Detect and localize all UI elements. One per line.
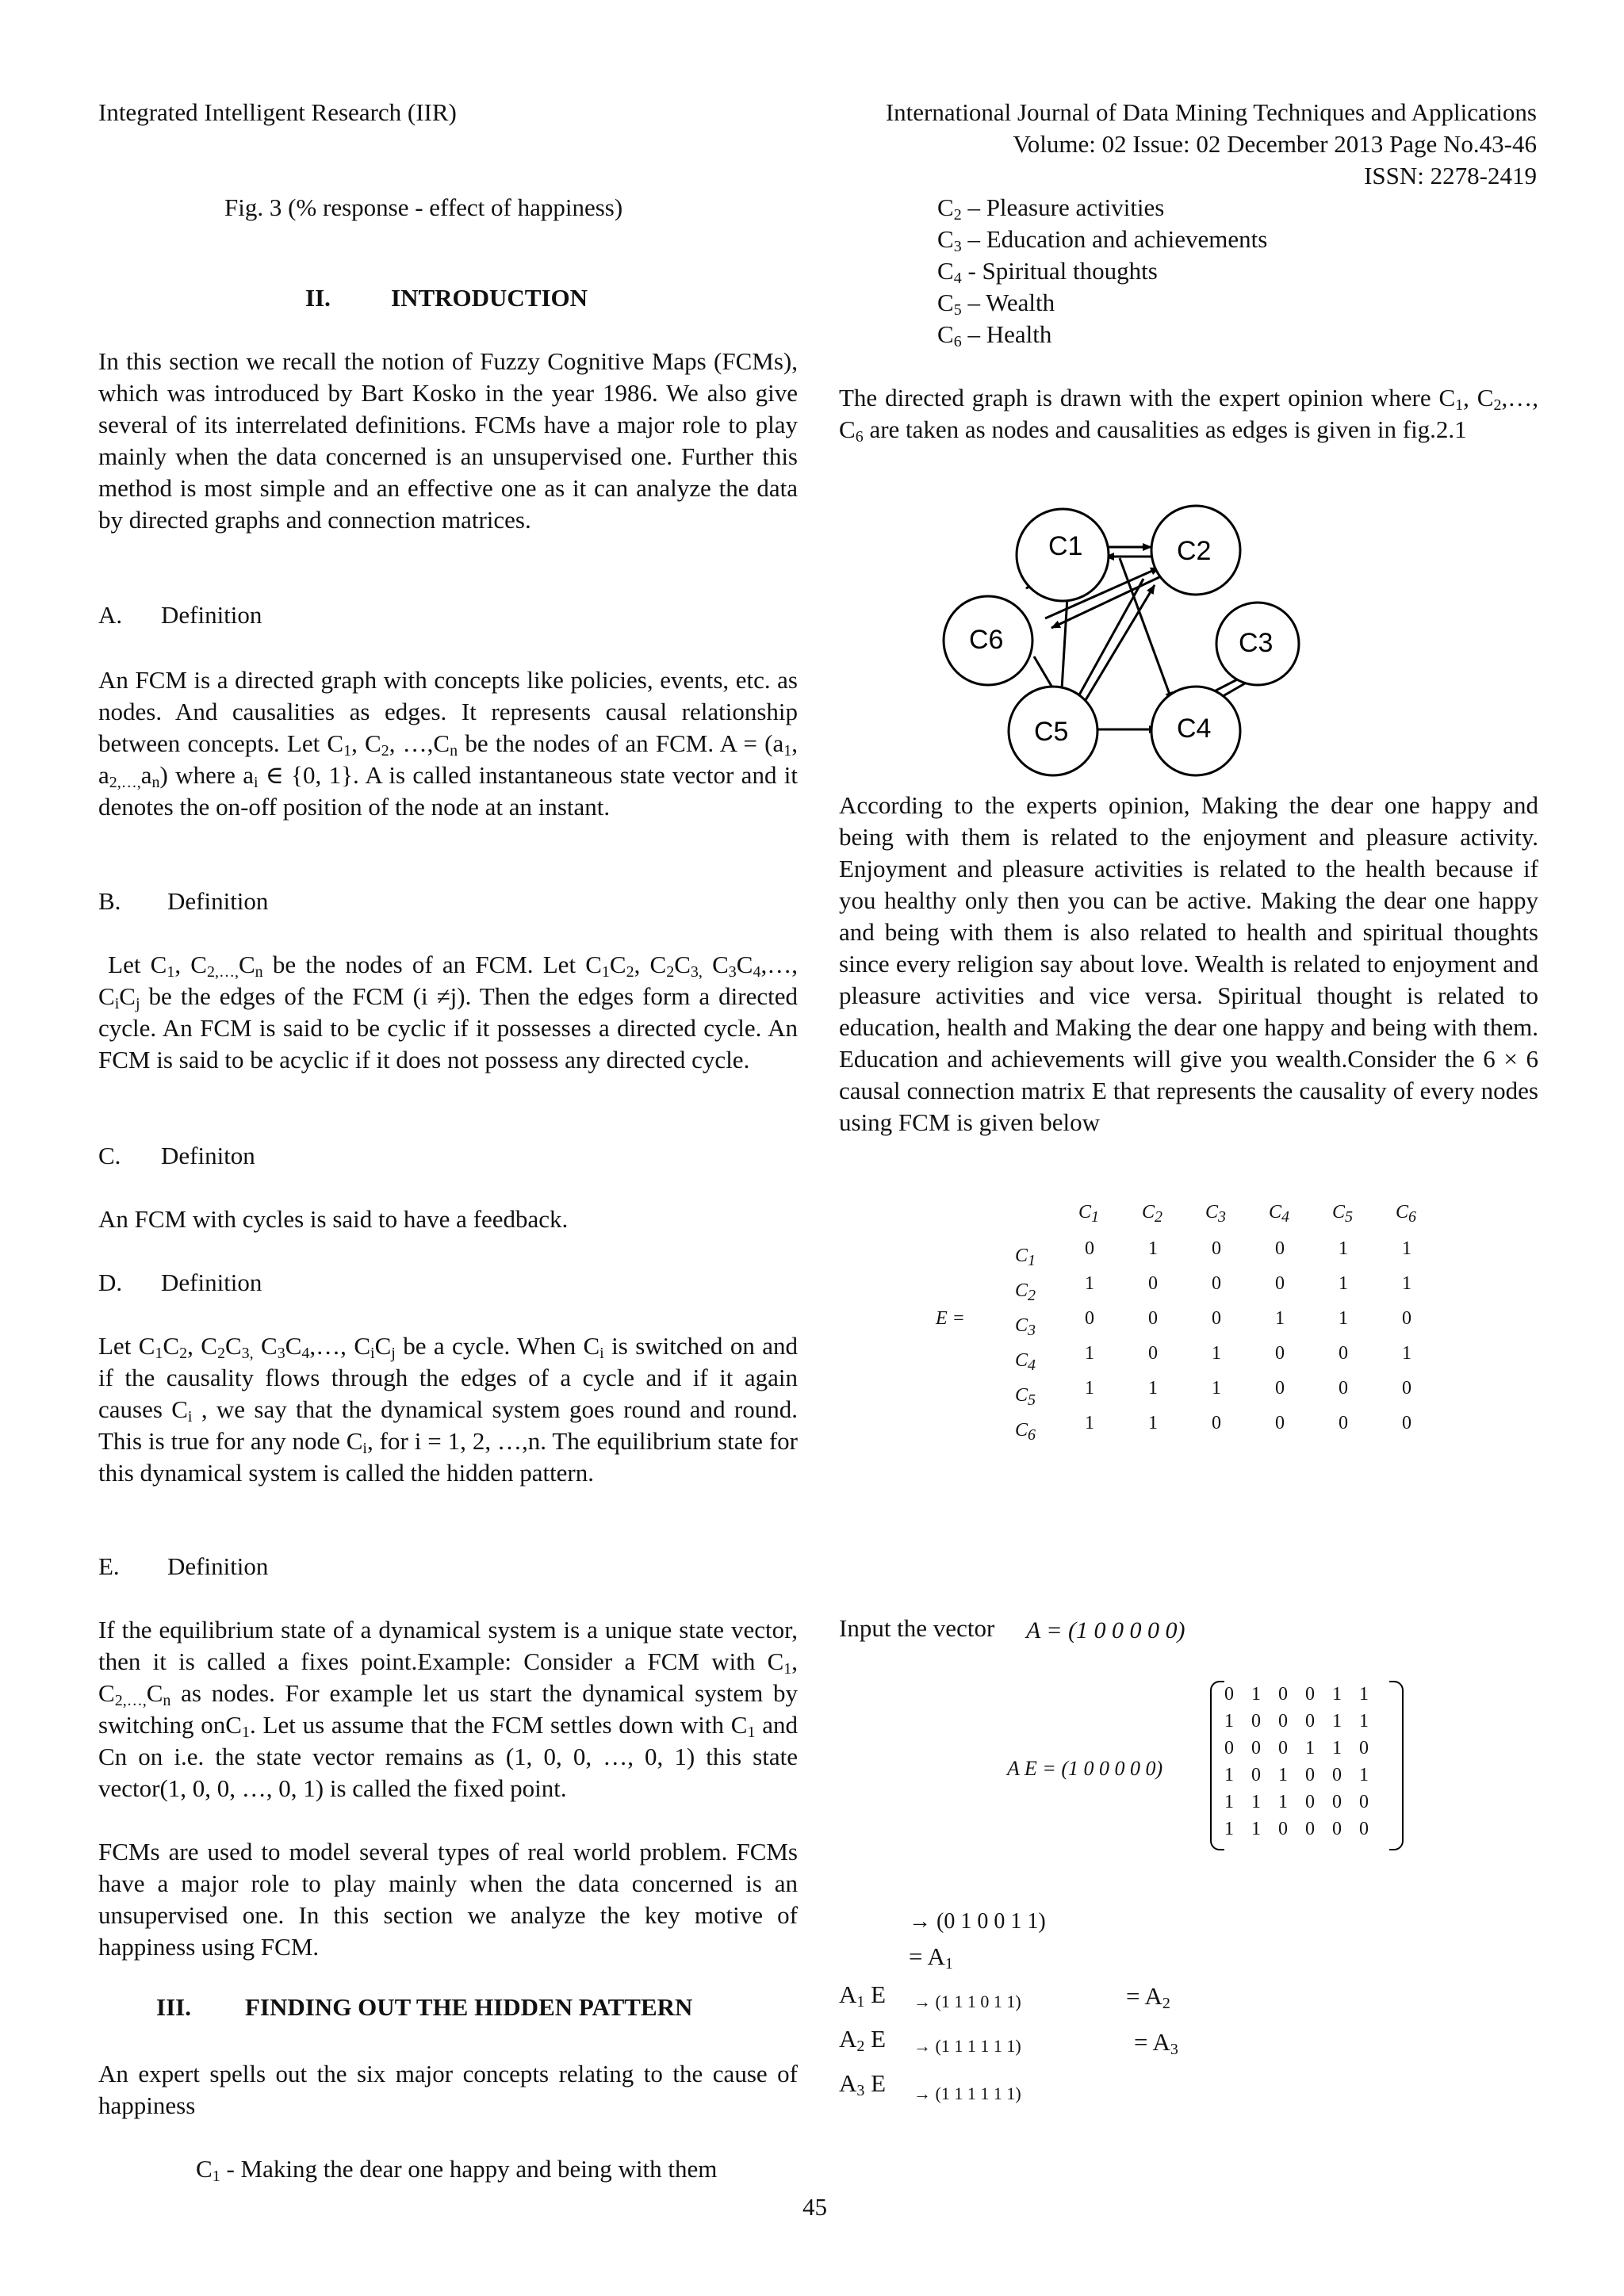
node-c2-label: C2 — [1177, 536, 1212, 566]
section2-title: INTRODUCTION — [391, 284, 588, 312]
node-c6-label: C6 — [969, 625, 1004, 655]
ae-matrix-cell: 1 — [1224, 1765, 1234, 1785]
section3-title: FINDING OUT THE HIDDEN PATTERN — [245, 1993, 693, 2021]
result-a2-text: = A — [1126, 1982, 1162, 2010]
matrix-e-cell: 0 — [1402, 1413, 1411, 1433]
ae-matrix-cell: 0 — [1359, 1738, 1369, 1758]
matrix-e-cell: 1 — [1212, 1378, 1221, 1399]
ae-matrix-cell: 0 — [1251, 1711, 1261, 1732]
a3e-label: $A_3$ E — [839, 2069, 887, 2099]
ae-matrix-cell: 0 — [1332, 1819, 1342, 1839]
defC-title: Definiton — [161, 1142, 255, 1169]
a2e-text: A — [839, 2025, 857, 2053]
ae-matrix-cell: 1 — [1251, 1819, 1261, 1839]
concept-c3-text: – Education and achievements — [961, 225, 1268, 253]
matrix-e-cell: 1 — [1402, 1343, 1411, 1364]
ae-matrix-cell: 1 — [1251, 1792, 1261, 1812]
result-a1-text: = A — [909, 1942, 945, 1970]
ae-matrix-cell: 1 — [1359, 1684, 1369, 1705]
ae-matrix-cell: 0 — [1305, 1765, 1315, 1785]
matrix-e-cell: 0 — [1339, 1413, 1348, 1433]
iteration-1: → (0 1 0 0 1 1) — [909, 1909, 1046, 1934]
defA-paragraph: An FCM is a directed graph with concepts like policies, events, etc. as nodes. And causalities as edges. It represents causal relationship between concepts. Let $C_1$, $C_2$, $\dots,C_n$ be the nodes of an FCM. $A = (a_1$, $a_{2,\dots,}a_n$) where $a_i$ ∈ {0, 1}. A is called instantaneous state vector and it denotes the on-off position of the node at an instant. — [98, 666, 798, 821]
ae-left-bracket — [1210, 1681, 1224, 1850]
ae-matrix-cell: 1 — [1224, 1792, 1234, 1812]
matrix-e-cell: 1 — [1148, 1378, 1158, 1399]
ae-matrix-cell: 0 — [1332, 1765, 1342, 1785]
defC-label: C. — [98, 1142, 121, 1169]
matrix-e-cell: 0 — [1212, 1413, 1221, 1433]
ae-matrix-cell: 1 — [1278, 1792, 1288, 1812]
matrix-e-cell: 1 — [1148, 1238, 1158, 1259]
page-number: 45 — [802, 2193, 827, 2221]
ae-matrix-cell: 0 — [1359, 1819, 1369, 1839]
matrix-e-cell: 0 — [1085, 1308, 1094, 1329]
matrix-e-cell: 1 — [1339, 1273, 1348, 1294]
concept-list — [937, 192, 1267, 350]
header-right — [665, 97, 1537, 192]
matrix-e-cell: 1 — [1339, 1308, 1348, 1329]
journal-name: International Journal of Data Mining Techniques and Applications — [885, 98, 1537, 126]
concept-c3: $C_3$ – Education and achievements — [937, 225, 1268, 255]
ae-product — [1007, 1681, 1419, 1863]
matrix-e-cell: 1 — [1339, 1238, 1348, 1259]
a1e-text: A — [839, 1980, 857, 2008]
defA-label: A. — [98, 601, 123, 629]
ae-matrix-cell: 1 — [1359, 1711, 1369, 1732]
opinion-paragraph: According to the experts opinion, Making the dear one happy and being with them is related to the enjoyment and pleasure activity. Enjoyment and pleasure activities is related to the health because if you healthy only then you can be active. Making the dear one happy and being with them is also related to health and spiritual thoughts since every religion say about love. Wealth is related to enjoyment and pleasure activities and vice versa. Spiritual thought is related to education, health and Making the dear one happy and being with them. Education and achievements will give you wealth.Consider the 6 × 6 causal connection matrix E that represents the causality of every nodes using FCM is given below — [839, 791, 1538, 1136]
fig3-caption: Fig. 3 (% response - effect of happiness) — [224, 193, 623, 221]
matrix-e-cell: 0 — [1275, 1238, 1285, 1259]
graph-paragraph: The directed graph is drawn with the expert opinion where $C_1$, $C_2,\dots$, $C_6$ are taken as nodes and causalities as edges is given in fig.2.1 — [839, 384, 1538, 446]
ae-matrix-cell: 0 — [1278, 1819, 1288, 1839]
edge-c2-c5 — [1069, 579, 1143, 714]
a3e-text: A — [839, 2069, 857, 2097]
section2-number: II. — [305, 284, 331, 312]
issn-line: ISSN: 2278-2419 — [1364, 162, 1537, 189]
a2e-label: $A_2$ E — [839, 2025, 887, 2055]
ae-matrix-cell: 0 — [1305, 1684, 1315, 1705]
matrix-e-cell: 0 — [1275, 1273, 1285, 1294]
result-a2: = $A_2$ — [1126, 1982, 1170, 2012]
concept-c2-text: – Pleasure activities — [961, 193, 1165, 221]
concept-c5: $C_5$ – Wealth — [937, 289, 1055, 319]
result-a3-text: = A — [1134, 2028, 1170, 2056]
ae-matrix-cell: 0 — [1224, 1738, 1234, 1758]
ae-matrix-cell: 0 — [1278, 1738, 1288, 1758]
concept-c1-text: - Making the dear one happy and being with them — [220, 2155, 718, 2183]
defE-text-start: If the equilibrium state of a dynamical system is a unique state vector, then it is called a fixes point.Example: Consider a FCM with C — [98, 1616, 798, 1675]
node-c3-label: C3 — [1239, 628, 1274, 658]
result-a3: = $A_3$ — [1134, 2028, 1178, 2058]
concept-c4-text: - Spiritual thoughts — [961, 257, 1158, 285]
ae-matrix-cell: 0 — [1251, 1738, 1261, 1758]
matrix-e-cell: 0 — [1402, 1308, 1411, 1329]
matrix-e-cell: 1 — [1275, 1308, 1285, 1329]
ae-matrix-cell: 1 — [1224, 1819, 1234, 1839]
matrix-e-cell: 0 — [1275, 1378, 1285, 1399]
ae-matrix-cell: 0 — [1278, 1711, 1288, 1732]
matrix-e-cell: 1 — [1085, 1273, 1094, 1294]
defB-paragraph: Let $C_1$, $C_{2,\dots,}C_n$ be the nodes of an FCM. Let $C_1C_2$, $C_2C_{3,}$ $C_3C_4,\dots$, $C_iC_j$ be the edges of the FCM (i ≠j). Then the edges form a directed cycle. An FCM is said to be cyclic if it possesses a directed cycle. An FCM is said to be acyclic if it does not possess any directed cycle. — [98, 951, 798, 1073]
ae-matrix-cell: 0 — [1305, 1711, 1315, 1732]
matrix-e-cell: 1 — [1212, 1343, 1221, 1364]
fcm-directed-graph — [936, 492, 1300, 785]
matrix-e-cell: 1 — [1085, 1343, 1094, 1364]
ae-right-bracket — [1389, 1681, 1404, 1850]
iteration-2: → (1 1 1 0 1 1) — [914, 1992, 1021, 2011]
section3-number: III. — [156, 1993, 191, 2021]
matrix-e-cell: 1 — [1148, 1413, 1158, 1433]
ae-matrix-cell: 1 — [1278, 1765, 1288, 1785]
iteration-3: → (1 1 1 1 1 1) — [914, 2036, 1021, 2056]
ae-matrix-cell: 1 — [1305, 1738, 1315, 1758]
concept-c1: $C_1$ - Making the dear one happy and being with them — [196, 2155, 718, 2185]
matrix-row-headers: $C_1$ $C_2$ $C_3$ $C_4$ $C_5$ $C_6$ — [1015, 1246, 1036, 1444]
concept-c4: $C_4$ - Spiritual thoughts — [937, 257, 1158, 287]
matrix-e-cell: 0 — [1148, 1273, 1158, 1294]
matrix-e-cell: 0 — [1148, 1343, 1158, 1364]
matrix-e-cell: 1 — [1402, 1273, 1411, 1294]
defA-title: Definition — [161, 601, 262, 629]
defE-paragraph: If the equilibrium state of a dynamical system is a unique state vector, then it is called a fixes point.Example: Consider a FCM with $C_1$, $C_{2,\dots,}C_n$ as nodes. For example let us start the dynamical system by switching onC$_1$. Let us assume that the FCM settles down with $C_1$ and Cn on i.e. the state vector remains as (1, 0, 0, …, 0, 1) this state vector(1, 0, 0, …, 0, 1) is called the fixed point. — [98, 1616, 799, 1802]
ae-matrix-cell: 0 — [1251, 1765, 1261, 1785]
result-a1: = $A_1$ — [909, 1942, 953, 1973]
defD-paragraph: Let $C_1C_2$, $C_2C_{3,}$ $C_3C_4,\dots$, $C_iC_j$ be a cycle. When $C_i$ is switched on and if the causality flows through the edges of a cycle and if it again causes $C_i$ , we say that the dynamical system goes round and round. This is true for any node $C_i$, for i = 1, 2, …,n. The equilibrium state for this dynamical system is called the hidden pattern. — [98, 1332, 798, 1487]
matrix-e-cell: 0 — [1339, 1343, 1348, 1364]
matrix-e-cell: 1 — [1085, 1378, 1094, 1399]
matrix-e-cell: 0 — [1212, 1273, 1221, 1294]
node-c4-label: C4 — [1177, 714, 1212, 744]
header-left: Integrated Intelligent Research (IIR) — [98, 98, 457, 126]
a1e-label: $A_1$ E — [839, 1980, 887, 2011]
defD-title: Definition — [161, 1269, 262, 1296]
defE-label: E. — [98, 1552, 120, 1580]
ae-matrix-cell: 1 — [1251, 1684, 1261, 1705]
ae-matrix-cell: 1 — [1332, 1711, 1342, 1732]
concept-c6-text: – Health — [961, 320, 1052, 348]
matrix-e-cell: 0 — [1275, 1343, 1285, 1364]
matrix-e-cell: 0 — [1402, 1378, 1411, 1399]
ae-matrix-cell: 0 — [1305, 1792, 1315, 1812]
ae-matrix-cell: 1 — [1359, 1765, 1369, 1785]
node-c5-label: C5 — [1034, 717, 1069, 747]
concept-c5-text: – Wealth — [961, 289, 1055, 316]
volume-line: Volume: 02 Issue: 02 December 2013 Page No.43-46 — [1013, 130, 1537, 158]
intro-paragraph: In this section we recall the notion of Fuzzy Cognitive Maps (FCMs), which was introduced by Bart Kosko in the year 1986. We also give several of its interrelated definitions. FCMs have a major role to play mainly when the data concerned is an unsupervised one. Further this method is most simple and an effective one as it can analyze the data by directed graphs and connection matrices. — [98, 347, 798, 534]
node-c1-label: C1 — [1048, 531, 1083, 561]
expert-paragraph: An expert spells out the six major concepts relating to the cause of happiness — [98, 2060, 798, 2119]
matrix-e: $C_1$ $C_2$ $C_3$ $C_4$ $C_5$ $C_6$ $C_1$ $C_2$ $C_3$ $C_4$ $C_5$ $C_6$ E = 0 1 0 0 1 1 1 0 0 0 1 1 0 0 0 1 1 0 1 0 1 0 0 1 1 1 1 0 0 0 1 1 0 0 0 0 — [936, 1197, 1443, 1427]
matrix-e-cell: 0 — [1212, 1238, 1221, 1259]
matrix-e-cell: 1 — [1402, 1238, 1411, 1259]
ae-matrix-cell: 0 — [1305, 1819, 1315, 1839]
ae-matrix-cell: 0 — [1332, 1792, 1342, 1812]
defE-title: Definition — [167, 1552, 269, 1580]
ae-matrix-cell: 1 — [1224, 1711, 1234, 1732]
matrix-e-cell: 0 — [1148, 1308, 1158, 1329]
defB-label: B. — [98, 887, 121, 915]
ae-matrix-cell: 1 — [1332, 1738, 1342, 1758]
matrix-e-cell: 0 — [1085, 1238, 1094, 1259]
fcm-paragraph: FCMs are used to model several types of real world problem. FCMs have a major role to play mainly when the data concerned is an unsupervised one. In this section we analyze the key motive of happiness using FCM. — [98, 1838, 798, 1961]
input-vector: A = (1 0 0 0 0 0) — [1026, 1617, 1185, 1644]
ae-matrix-cell: 1 — [1332, 1684, 1342, 1705]
ae-matrix-cell: 0 — [1359, 1792, 1369, 1812]
matrix-e-cell: 0 — [1212, 1308, 1221, 1329]
ae-label: A E = (1 0 0 0 0 0) — [1007, 1757, 1163, 1780]
defC-paragraph: An FCM with cycles is said to have a feedback. — [98, 1205, 569, 1233]
input-label: Input the vector — [839, 1614, 995, 1642]
concept-c2: $C_2$ – Pleasure activities — [937, 193, 1165, 224]
matrix-e-cell: 1 — [1085, 1413, 1094, 1433]
iteration-4: → (1 1 1 1 1 1) — [914, 2084, 1021, 2103]
ae-matrix-cell: 0 — [1224, 1684, 1234, 1705]
defD-label: D. — [98, 1269, 123, 1296]
matrix-e-cell: 0 — [1339, 1378, 1348, 1399]
concept-c6: $C_6$ – Health — [937, 320, 1052, 350]
defB-title: Definition — [167, 887, 269, 915]
ae-matrix-cell: 0 — [1278, 1684, 1288, 1705]
matrix-e-cell: 0 — [1275, 1413, 1285, 1433]
matrix-e-label: E = — [936, 1308, 965, 1329]
